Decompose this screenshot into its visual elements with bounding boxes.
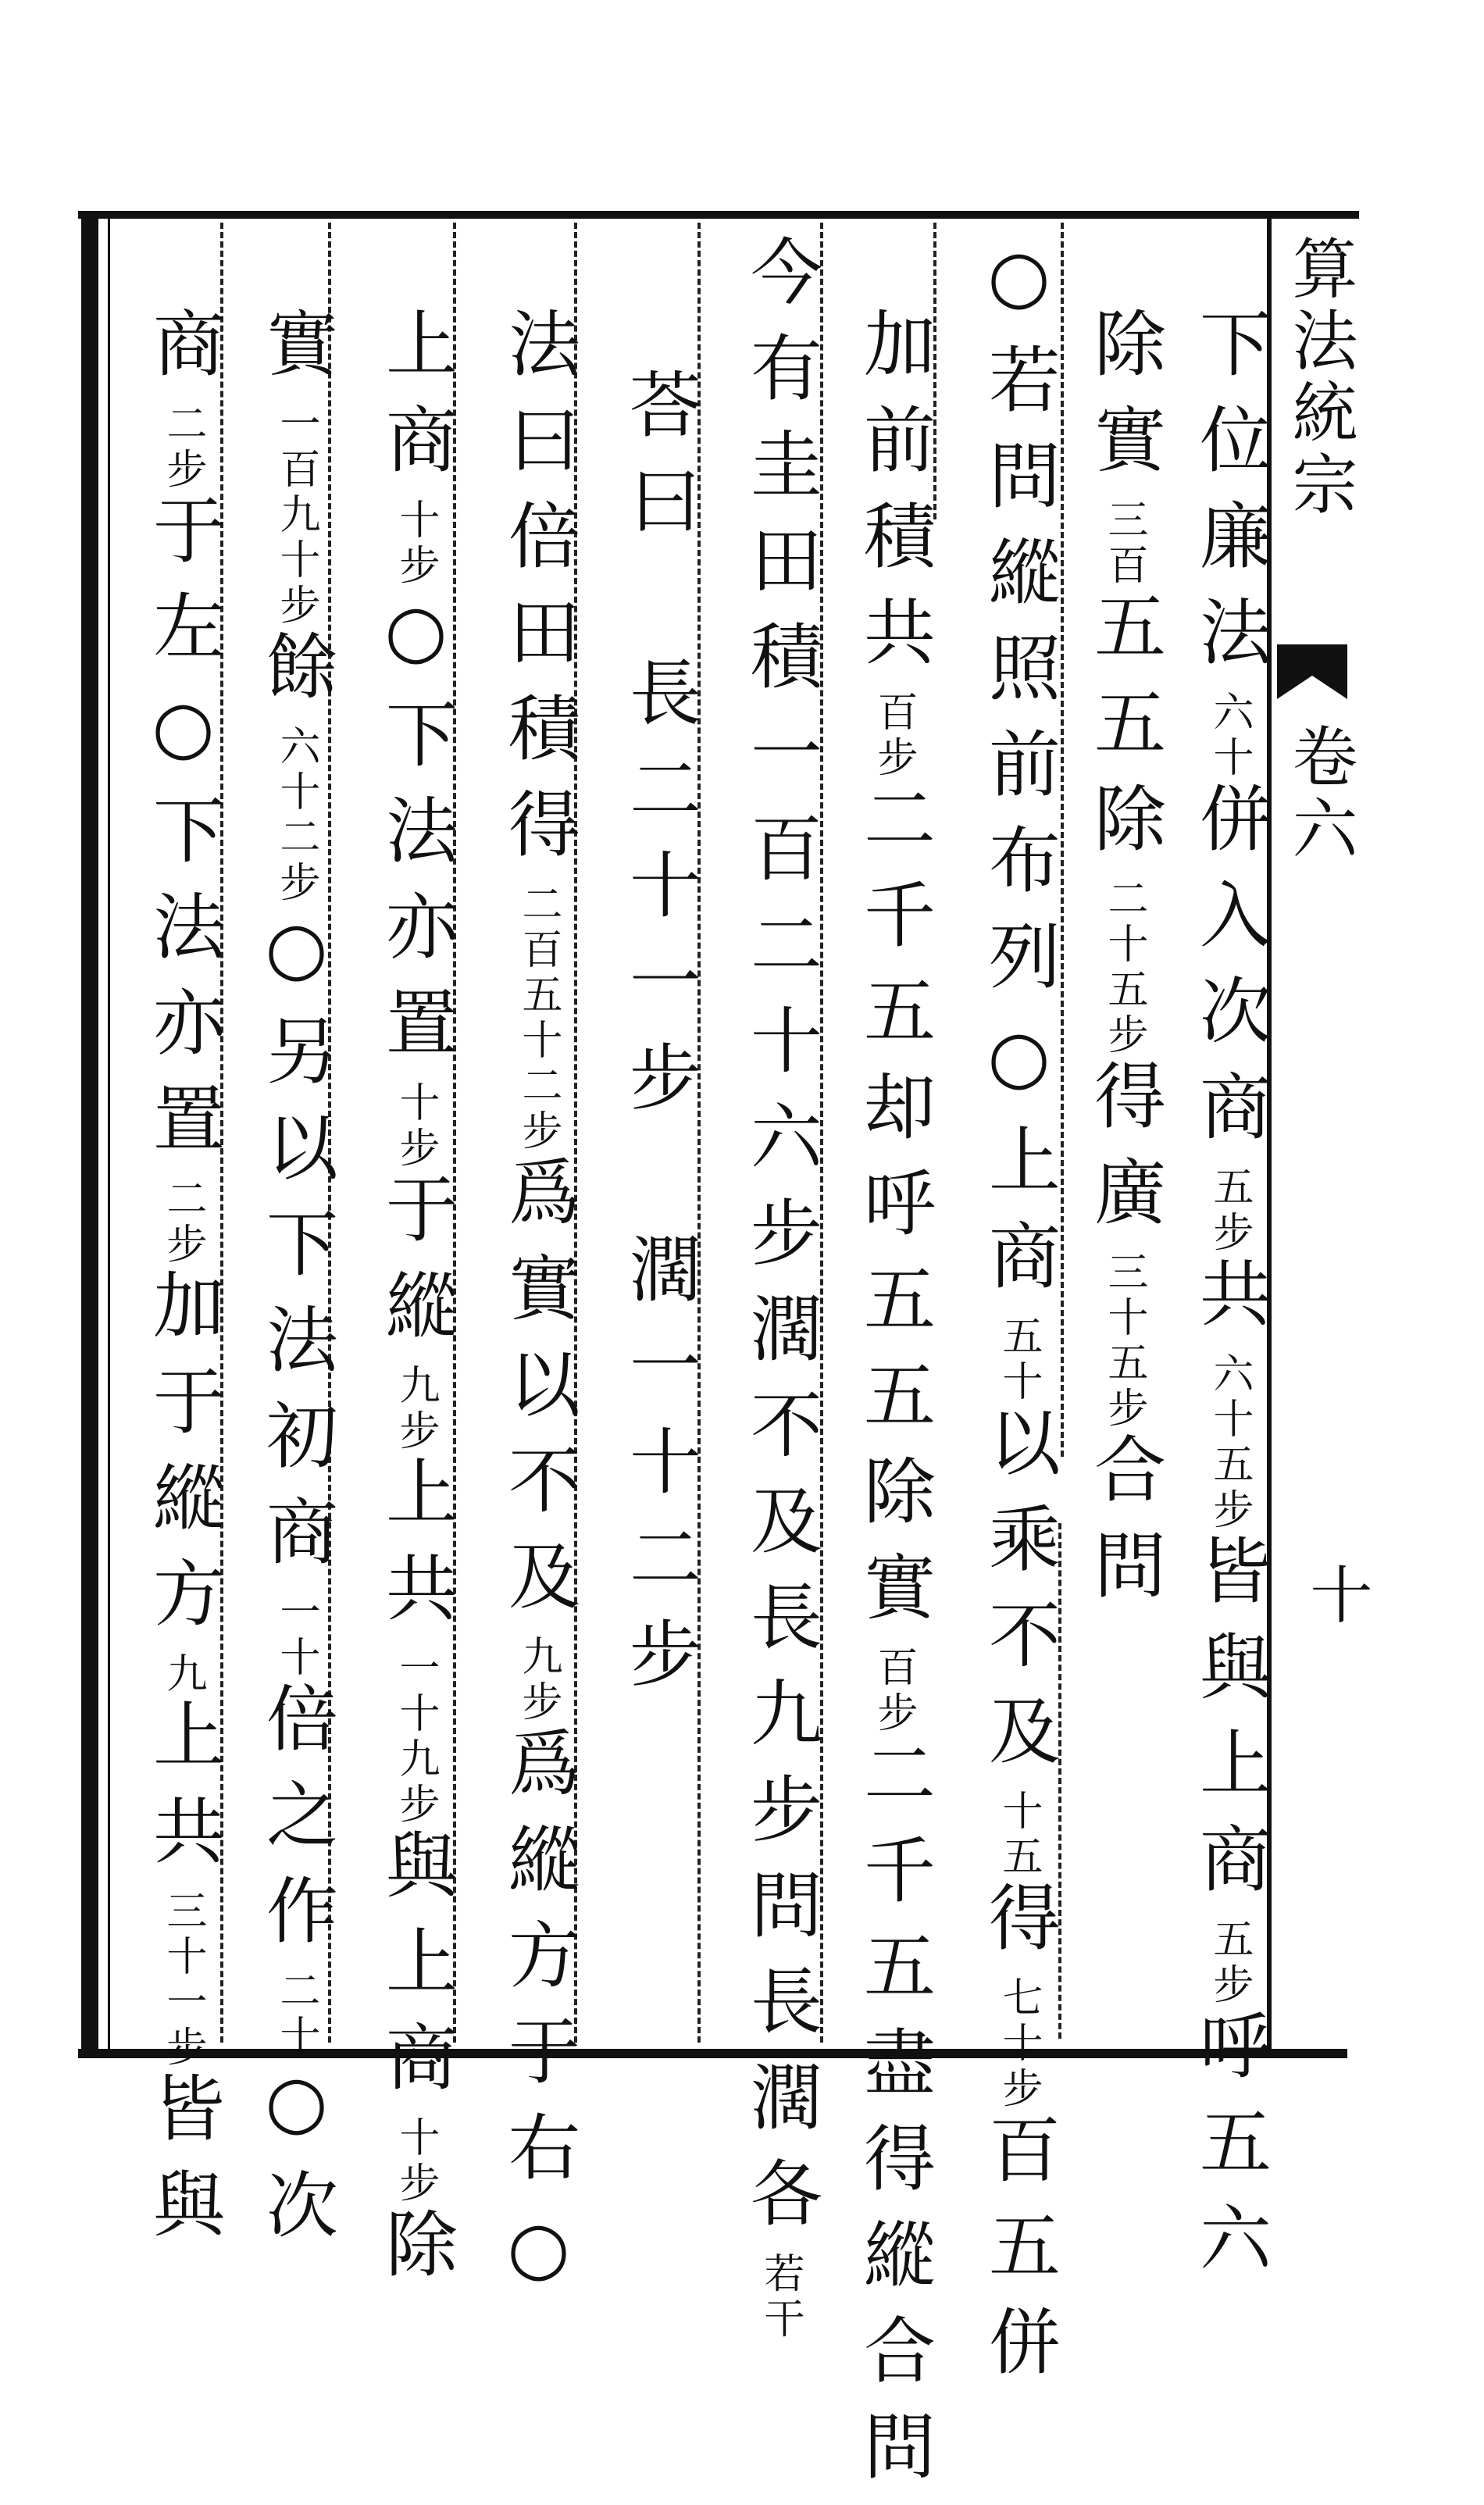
banxin-title: 算法統宗 <box>1282 234 1358 522</box>
main-text: ○若問縱照前布列○上商 <box>977 234 1061 1315</box>
annotation-text: 三百 <box>1101 498 1147 589</box>
annotation-text: 六十 <box>1206 690 1253 781</box>
annotation-text: 三十五步 <box>1101 1251 1147 1432</box>
main-text: 于左○下法亦置 <box>141 493 225 1177</box>
banxin-volume: 卷六 <box>1282 723 1358 866</box>
main-text: 得廣 <box>1083 1058 1166 1251</box>
main-text: 除實 <box>1083 306 1166 498</box>
annotation-text: 百步 <box>870 690 917 781</box>
annotation-text: 二步 <box>159 1177 206 1268</box>
main-text: 以乘不及 <box>977 1405 1061 1790</box>
main-text: 盡得縱合問 <box>852 2025 936 2505</box>
annotation-text: 六十五步 <box>1206 1352 1253 1533</box>
annotation-text: 一十 <box>273 1590 319 1681</box>
annotation-text: 七十步 <box>995 1976 1042 2112</box>
main-text: ○次 <box>255 2060 338 2264</box>
main-text: 呼五六 <box>1188 2008 1272 2296</box>
annotation-text: 九步 <box>515 1635 562 1725</box>
main-text: 于縱 <box>374 1172 458 1364</box>
annotation-text: 九 <box>159 1652 206 1697</box>
main-text: 商 <box>141 306 225 402</box>
annotation-text: 一百九十步 <box>273 402 319 629</box>
annotation-text: 二十五步 <box>1101 877 1147 1058</box>
main-text: 與上商 <box>374 1828 458 2116</box>
main-text: 倍之作 <box>255 1681 338 1969</box>
main-text: 除 <box>374 2207 458 2303</box>
text-column-2 <box>1058 306 1166 1624</box>
annotation-text: 十步 <box>392 2116 439 2207</box>
main-text: 上共 <box>141 1697 225 1889</box>
frame-left-border <box>81 211 98 2058</box>
main-text: 餘 <box>255 629 338 725</box>
annotation-text: 二百五十二步 <box>515 883 562 1154</box>
annotation-text: 十步 <box>392 498 439 589</box>
text-column-3 <box>937 234 1061 2400</box>
frame-bottom-border <box>78 2049 1347 2058</box>
main-text: 合問 <box>1083 1432 1166 1624</box>
annotation-text: 一十九步 <box>392 1647 439 1828</box>
annotation-text: 二十 <box>273 1969 319 2060</box>
main-text: ○另以下法初商 <box>255 906 338 1590</box>
main-text: 加前積共 <box>852 306 936 690</box>
annotation-text: 五步 <box>1206 1165 1253 1256</box>
main-text: 爲縱方于右○ <box>497 1725 580 2314</box>
frame-top-border <box>78 211 1359 219</box>
frame-left-inner-border <box>108 219 110 2049</box>
main-text: 二千五 <box>852 781 936 1069</box>
annotation-text: 若干 <box>757 2252 804 2343</box>
fish-tail-ornament <box>1277 637 1347 707</box>
main-text: 今有圭田積一百二十六步濶不及長九步問長濶各 <box>739 234 822 2252</box>
main-text: 百五併 <box>977 2112 1061 2400</box>
main-text: 上商 <box>374 306 458 498</box>
main-text: 併入次商 <box>1188 781 1272 1165</box>
main-text: 共 <box>1188 1256 1272 1352</box>
annotation-text: 九步 <box>392 1364 439 1454</box>
main-text: 上共 <box>374 1454 458 1647</box>
annotation-text: 二步 <box>159 402 206 493</box>
text-column-5 <box>699 234 822 2343</box>
text-column-7 <box>457 306 580 2314</box>
annotation-text: 十步 <box>392 1081 439 1172</box>
main-text: 得 <box>977 1880 1061 1976</box>
annotation-text: 十五 <box>995 1790 1042 1880</box>
text-column-4 <box>820 306 936 2505</box>
main-text: 法曰倍田積得 <box>497 306 580 883</box>
main-text: 五五除 <box>1083 589 1166 877</box>
text-column-8 <box>334 306 458 2303</box>
text-column-9 <box>223 306 338 2264</box>
main-text: ○下法亦置 <box>374 589 458 1081</box>
main-text: 荅曰 長二十一步 濶一十二步 <box>618 367 701 1712</box>
annotation-text: 五十 <box>995 1315 1042 1405</box>
banxin-folio-number: 十 <box>1300 1562 1372 1625</box>
main-text: 爲實以不及 <box>497 1154 580 1635</box>
main-text: 加于縱方 <box>141 1268 225 1652</box>
main-text: 二千五 <box>852 1736 936 2025</box>
annotation-text: 五步 <box>1206 1918 1253 2008</box>
text-column-1 <box>1164 306 1272 2296</box>
text-column-6 <box>578 367 701 1712</box>
main-text: 下位廉法 <box>1188 306 1272 690</box>
main-text: 皆與 <box>141 2071 225 2263</box>
annotation-text: 三十一步 <box>159 1889 206 2071</box>
annotation-text: 百步 <box>870 1646 917 1736</box>
main-text: 却呼五五除實 <box>852 1069 936 1646</box>
main-text: 皆與上商 <box>1188 1533 1272 1918</box>
text-column-10 <box>117 306 225 2263</box>
main-text: 實 <box>255 306 338 402</box>
annotation-text: 六十二步 <box>273 725 319 906</box>
